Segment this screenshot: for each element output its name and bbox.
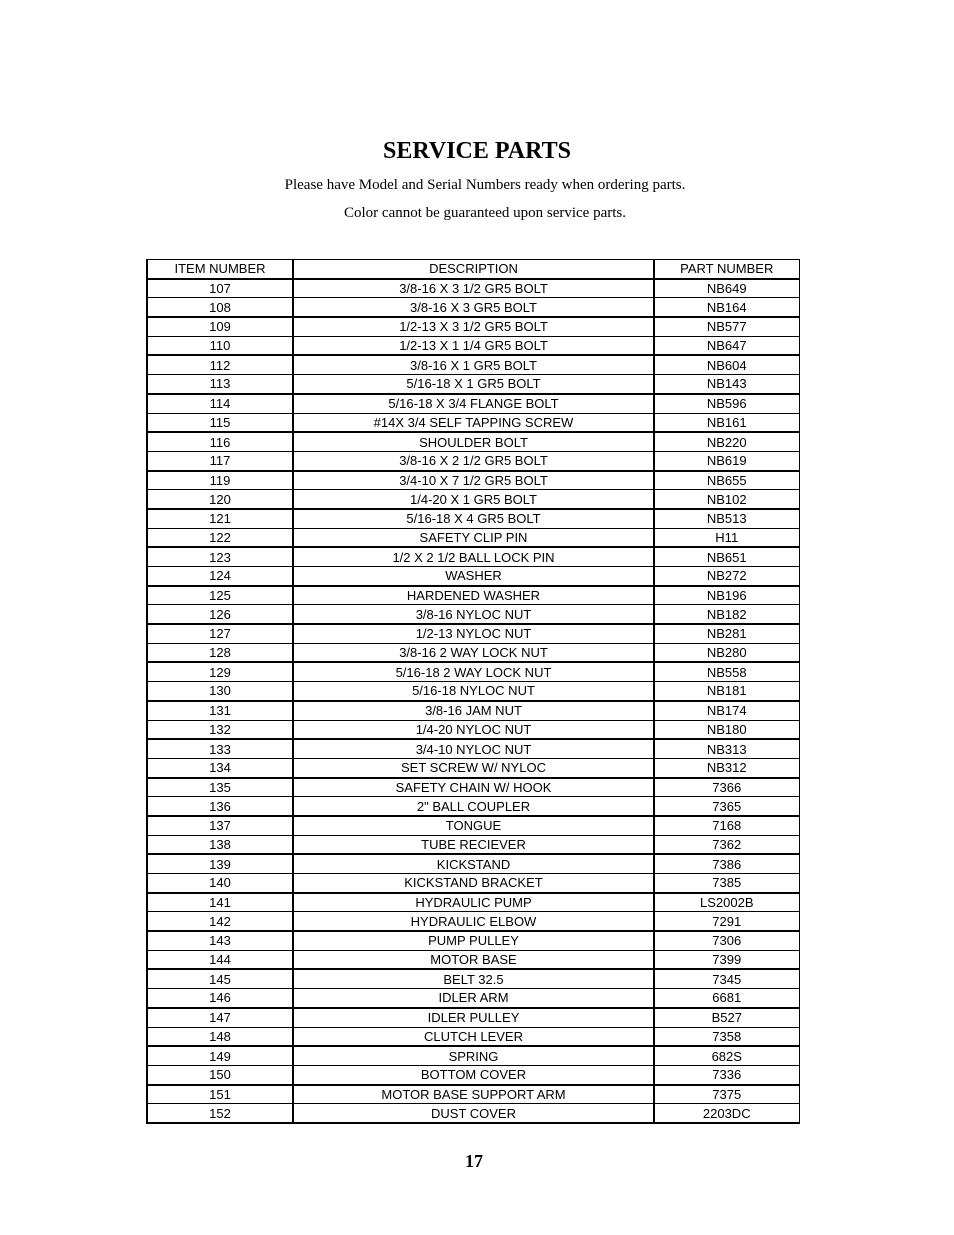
table-row [147, 797, 799, 816]
description-cell: IDLER ARM [293, 989, 654, 1008]
table-row [147, 758, 799, 777]
table-row [147, 1008, 799, 1027]
table-row [147, 567, 799, 586]
item-number-cell: 122 [147, 528, 293, 547]
item-number-cell: 145 [147, 969, 293, 988]
table-row [147, 624, 799, 643]
item-number-cell: 137 [147, 816, 293, 835]
item-number-cell: 152 [147, 1104, 293, 1123]
description-cell: BELT 32.5 [293, 969, 654, 988]
part-number-cell: 2203DC [654, 1104, 799, 1123]
table-row [147, 490, 799, 509]
table-row [147, 375, 799, 394]
table-row [147, 874, 799, 893]
table-row [147, 835, 799, 854]
part-number-cell: 7336 [654, 1065, 799, 1084]
table-row [147, 1065, 799, 1084]
part-number-cell: 7345 [654, 969, 799, 988]
item-number-cell: 125 [147, 586, 293, 605]
part-number-cell: 7306 [654, 931, 799, 950]
part-number-cell: B527 [654, 1008, 799, 1027]
table-row [147, 778, 799, 797]
description-cell: SAFETY CLIP PIN [293, 528, 654, 547]
part-number-cell: NB558 [654, 662, 799, 681]
table-row [147, 432, 799, 451]
description-cell: 5/16-18 NYLOC NUT [293, 682, 654, 701]
table-row [147, 394, 799, 413]
part-number-cell: NB102 [654, 490, 799, 509]
part-number-cell: NB647 [654, 336, 799, 355]
part-number-cell: 682S [654, 1046, 799, 1065]
description-cell: TUBE RECIEVER [293, 835, 654, 854]
part-number-cell: 7375 [654, 1085, 799, 1104]
page-number: 17 [465, 1151, 483, 1171]
part-number-cell: NB312 [654, 758, 799, 777]
item-number-cell: 120 [147, 490, 293, 509]
description-cell: BOTTOM COVER [293, 1065, 654, 1084]
item-number-cell: 127 [147, 624, 293, 643]
description-cell: 5/16-18 X 1 GR5 BOLT [293, 375, 654, 394]
part-number-cell: 7291 [654, 912, 799, 931]
part-number-cell: NB161 [654, 413, 799, 432]
table-row [147, 317, 799, 336]
item-number-cell: 134 [147, 758, 293, 777]
description-cell: 3/8-16 2 WAY LOCK NUT [293, 643, 654, 662]
description-cell: IDLER PULLEY [293, 1008, 654, 1027]
description-cell: TONGUE [293, 816, 654, 835]
color-disclaimer: Color cannot be guaranteed upon service parts. [344, 205, 626, 221]
description-cell: MOTOR BASE SUPPORT ARM [293, 1085, 654, 1104]
description-cell: 1/2 X 2 1/2 BALL LOCK PIN [293, 547, 654, 566]
part-number-cell: NB619 [654, 451, 799, 470]
part-number-cell: NB513 [654, 509, 799, 528]
table-row [147, 989, 799, 1008]
item-number-cell: 124 [147, 567, 293, 586]
part-number-cell: NB596 [654, 394, 799, 413]
part-number-cell: H11 [654, 528, 799, 547]
item-number-cell: 123 [147, 547, 293, 566]
item-number-cell: 119 [147, 471, 293, 490]
part-number-cell: NB180 [654, 720, 799, 739]
table-row [147, 528, 799, 547]
table-row [147, 969, 799, 988]
item-number-cell: 133 [147, 739, 293, 758]
item-number-cell: 139 [147, 854, 293, 873]
item-number-cell: 112 [147, 355, 293, 374]
item-number-cell: 138 [147, 835, 293, 854]
item-number-cell: 126 [147, 605, 293, 624]
item-number-cell: 149 [147, 1046, 293, 1065]
description-cell: 5/16-18 2 WAY LOCK NUT [293, 662, 654, 681]
table-row [147, 471, 799, 490]
description-cell: CLUTCH LEVER [293, 1027, 654, 1046]
item-number-cell: 130 [147, 682, 293, 701]
description-cell: 3/8-16 X 1 GR5 BOLT [293, 355, 654, 374]
item-number-cell: 110 [147, 336, 293, 355]
description-cell: 1/2-13 NYLOC NUT [293, 624, 654, 643]
part-number-cell: LS2002B [654, 893, 799, 912]
part-number-cell: NB272 [654, 567, 799, 586]
part-number-cell: 7386 [654, 854, 799, 873]
description-cell: MOTOR BASE [293, 950, 654, 969]
item-number-cell: 144 [147, 950, 293, 969]
item-number-cell: 129 [147, 662, 293, 681]
description-cell: 3/8-16 X 3 1/2 GR5 BOLT [293, 279, 654, 298]
description-cell: KICKSTAND [293, 854, 654, 873]
table-row [147, 336, 799, 355]
description-cell: 3/4-10 NYLOC NUT [293, 739, 654, 758]
description-header: DESCRIPTION [293, 260, 654, 279]
table-row [147, 355, 799, 374]
part-number-cell: 7358 [654, 1027, 799, 1046]
part-number-cell: NB182 [654, 605, 799, 624]
item-number-cell: 142 [147, 912, 293, 931]
part-number-cell: NB164 [654, 298, 799, 317]
description-cell: 3/8-16 JAM NUT [293, 701, 654, 720]
item-number-cell: 108 [147, 298, 293, 317]
item-number-cell: 131 [147, 701, 293, 720]
item-number-header: ITEM NUMBER [147, 260, 293, 279]
part-number-cell: NB649 [654, 279, 799, 298]
description-cell: DUST COVER [293, 1104, 654, 1123]
table-row [147, 1085, 799, 1104]
table-row [147, 701, 799, 720]
item-number-cell: 146 [147, 989, 293, 1008]
description-cell: 1/2-13 X 3 1/2 GR5 BOLT [293, 317, 654, 336]
item-number-cell: 113 [147, 375, 293, 394]
part-number-header: PART NUMBER [654, 260, 799, 279]
table-header [147, 260, 799, 279]
description-cell: 1/4-20 NYLOC NUT [293, 720, 654, 739]
part-number-cell: NB281 [654, 624, 799, 643]
table-body [147, 279, 799, 1123]
description-cell: SAFETY CHAIN W/ HOOK [293, 778, 654, 797]
item-number-cell: 109 [147, 317, 293, 336]
part-number-cell: 7366 [654, 778, 799, 797]
item-number-cell: 147 [147, 1008, 293, 1027]
table-row [147, 1027, 799, 1046]
description-cell: 3/8-16 NYLOC NUT [293, 605, 654, 624]
item-number-cell: 128 [147, 643, 293, 662]
description-cell: SPRING [293, 1046, 654, 1065]
table-row [147, 298, 799, 317]
table-row [147, 950, 799, 969]
table-row [147, 451, 799, 470]
item-number-cell: 132 [147, 720, 293, 739]
part-number-cell: NB174 [654, 701, 799, 720]
part-number-cell: 7385 [654, 874, 799, 893]
table-row [147, 912, 799, 931]
item-number-cell: 114 [147, 394, 293, 413]
description-cell: HYDRAULIC ELBOW [293, 912, 654, 931]
description-cell: SET SCREW W/ NYLOC [293, 758, 654, 777]
table-row [147, 586, 799, 605]
service-parts-table [146, 259, 800, 1124]
description-cell: 3/8-16 X 3 GR5 BOLT [293, 298, 654, 317]
part-number-cell: NB181 [654, 682, 799, 701]
item-number-cell: 143 [147, 931, 293, 950]
table-row [147, 413, 799, 432]
description-cell: HARDENED WASHER [293, 586, 654, 605]
part-number-cell: NB604 [654, 355, 799, 374]
table-row [147, 739, 799, 758]
description-cell: 3/8-16 X 2 1/2 GR5 BOLT [293, 451, 654, 470]
table-row [147, 547, 799, 566]
item-number-cell: 140 [147, 874, 293, 893]
table-row [147, 854, 799, 873]
item-number-cell: 151 [147, 1085, 293, 1104]
part-number-cell: NB313 [654, 739, 799, 758]
item-number-cell: 115 [147, 413, 293, 432]
part-number-cell: 7365 [654, 797, 799, 816]
table-row [147, 893, 799, 912]
item-number-cell: 107 [147, 279, 293, 298]
part-number-cell: NB143 [654, 375, 799, 394]
description-cell: HYDRAULIC PUMP [293, 893, 654, 912]
item-number-cell: 150 [147, 1065, 293, 1084]
description-cell: #14X 3/4 SELF TAPPING SCREW [293, 413, 654, 432]
item-number-cell: 136 [147, 797, 293, 816]
part-number-cell: 7168 [654, 816, 799, 835]
part-number-cell: 7362 [654, 835, 799, 854]
table-row [147, 605, 799, 624]
description-cell: PUMP PULLEY [293, 931, 654, 950]
description-cell: 1/4-20 X 1 GR5 BOLT [293, 490, 654, 509]
item-number-cell: 135 [147, 778, 293, 797]
part-number-cell: 7399 [654, 950, 799, 969]
item-number-cell: 121 [147, 509, 293, 528]
table-row [147, 643, 799, 662]
part-number-cell: NB651 [654, 547, 799, 566]
table-row [147, 1046, 799, 1065]
description-cell: 5/16-18 X 3/4 FLANGE BOLT [293, 394, 654, 413]
header-row [147, 260, 799, 279]
part-number-cell: NB280 [654, 643, 799, 662]
description-cell: SHOULDER BOLT [293, 432, 654, 451]
description-cell: KICKSTAND BRACKET [293, 874, 654, 893]
table-row [147, 816, 799, 835]
table-row [147, 509, 799, 528]
description-cell: 5/16-18 X 4 GR5 BOLT [293, 509, 654, 528]
item-number-cell: 116 [147, 432, 293, 451]
table-row [147, 662, 799, 681]
table-row [147, 279, 799, 298]
table-row [147, 682, 799, 701]
item-number-cell: 141 [147, 893, 293, 912]
page-title: SERVICE PARTS [383, 138, 571, 164]
table-row [147, 1104, 799, 1123]
ordering-note: Please have Model and Serial Numbers ready when ordering parts. [284, 177, 686, 193]
description-cell: WASHER [293, 567, 654, 586]
part-number-cell: 6681 [654, 989, 799, 1008]
table-row [147, 720, 799, 739]
description-cell: 1/2-13 X 1 1/4 GR5 BOLT [293, 336, 654, 355]
part-number-cell: NB220 [654, 432, 799, 451]
description-cell: 2" BALL COUPLER [293, 797, 654, 816]
item-number-cell: 117 [147, 451, 293, 470]
item-number-cell: 148 [147, 1027, 293, 1046]
table-row [147, 931, 799, 950]
description-cell: 3/4-10 X 7 1/2 GR5 BOLT [293, 471, 654, 490]
part-number-cell: NB655 [654, 471, 799, 490]
part-number-cell: NB196 [654, 586, 799, 605]
part-number-cell: NB577 [654, 317, 799, 336]
